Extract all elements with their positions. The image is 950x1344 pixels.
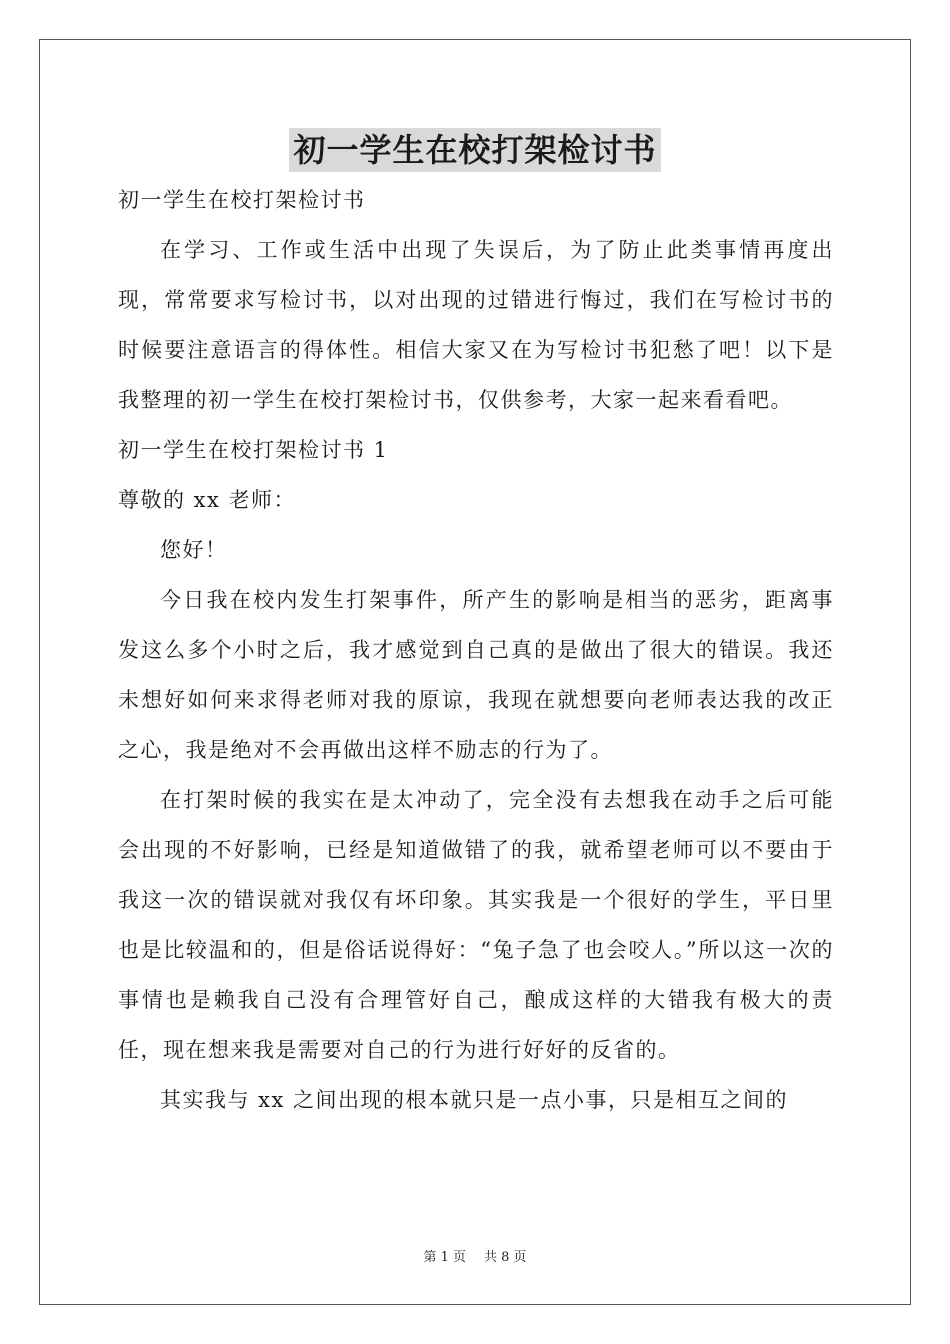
paragraph: 今日我在校内发生打架事件，所产生的影响是相当的恶劣，距离事发这么多个小时之后，我才感觉到自己真的是做出了很大的错误。我还未想好如何来求得老师对我的原谅，我现在就想要向老师表达我的改正之心，我是绝对不会再做出这样不励志的行为了。 (118, 588, 834, 762)
page-number: 第 1 页 (423, 1250, 466, 1265)
paragraph: 您好！ (160, 538, 228, 562)
paragraph: 在学习、工作或生活中出现了失误后，为了防止此类事情再度出现，常常要求写检讨书，以对出现的过错进行悔过，我们在写检讨书的时候要注意语言的得体性。相信大家又在为写检讨书犯愁了吧！以下是我整理的初一学生在校打架检讨书，仅供参考，大家一起来看看吧。 (118, 238, 834, 412)
document-title (0, 128, 950, 172)
paragraph: 初一学生在校打架检讨书 1 (118, 438, 389, 462)
paragraph: 初一学生在校打架检讨书 (118, 188, 366, 212)
paragraph: 其实我与 xx 之间出现的根本就只是一点小事，只是相互之间的 (160, 1088, 789, 1112)
page-total: 共 8 页 (484, 1250, 527, 1265)
paragraph: 在打架时候的我实在是太冲动了，完全没有去想我在动手之后可能会出现的不好影响，已经是知道做错了的我，就希望老师可以不要由于我这一次的错误就对我仅有坏印象。其实我是一个很好的学生，平日里也是比较温和的，但是俗话说得好：“兔子急了也会咬人。”所以这一次的事情也是赖我自己没有合理管好自己，酿成这样的大错我有极大的责任，现在想来我是需要对自己的行为进行好好的反省的。 (118, 788, 834, 1062)
document-body (118, 175, 834, 1125)
paragraph: 尊敬的 xx 老师： (118, 488, 297, 512)
document-title-text: 初一学生在校打架检讨书 (289, 128, 660, 172)
page-footer (0, 1246, 950, 1265)
